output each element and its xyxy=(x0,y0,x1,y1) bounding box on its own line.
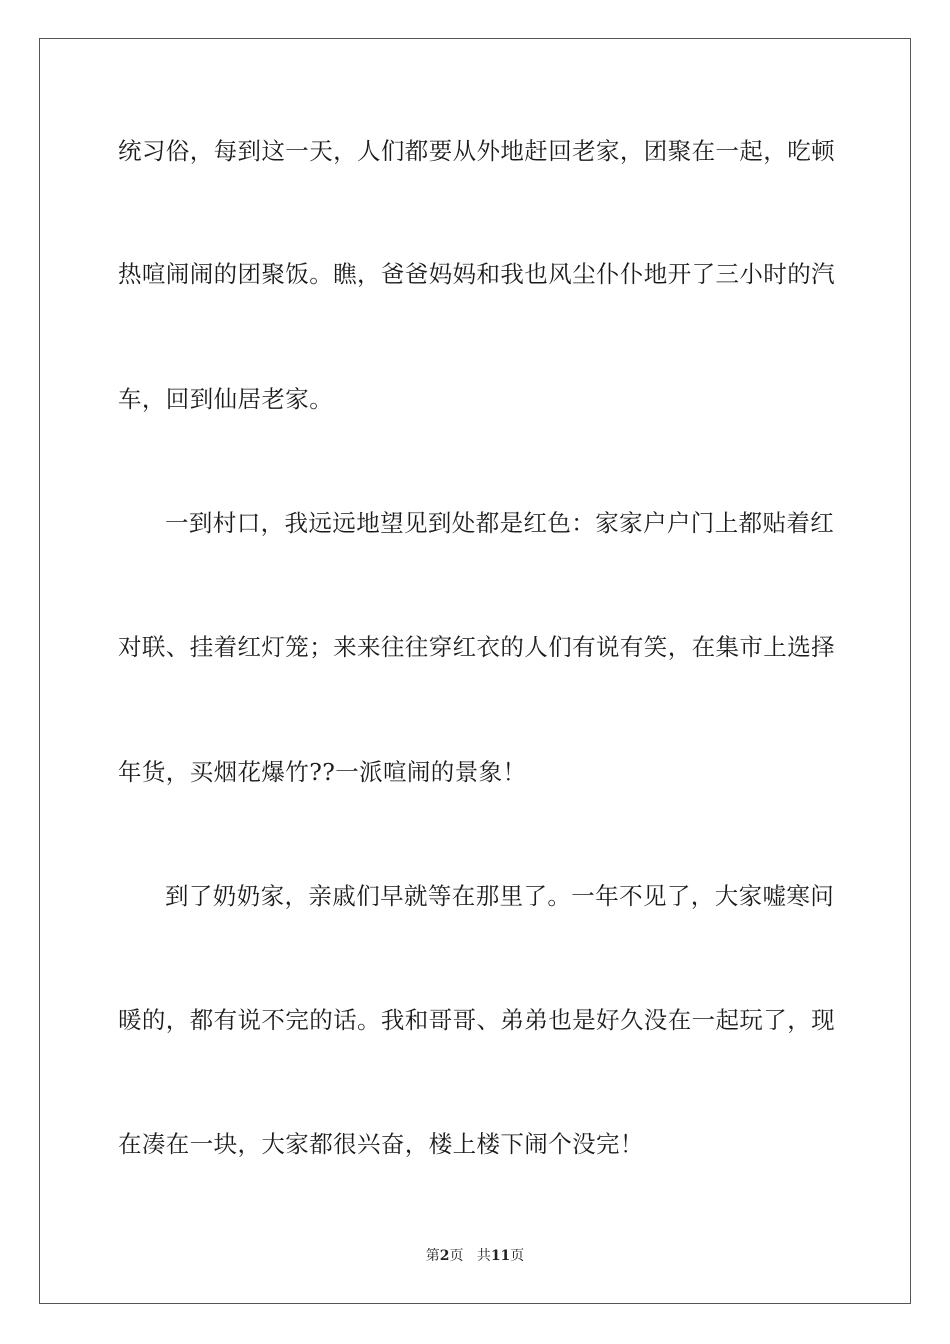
page-footer xyxy=(0,1247,950,1265)
text-line-7: 到了奶奶家，亲戚们早就等在那里了。一年不见了，大家嘘寒问 xyxy=(165,882,835,910)
page-suffix: 页 xyxy=(449,1248,464,1264)
page-prefix: 第 xyxy=(425,1248,440,1264)
page-border xyxy=(39,38,911,1304)
text-line-5: 对联、挂着红灯笼；来来往往穿红衣的人们有说有笑，在集市上选择 xyxy=(118,633,835,661)
text-line-4: 一到村口，我远远地望见到处都是红色：家家户户门上都贴着红 xyxy=(165,509,835,537)
total-pages: 11 xyxy=(490,1248,511,1264)
text-line-9: 在凑在一块，大家都很兴奋，楼上楼下闹个没完！ xyxy=(118,1130,644,1158)
total-prefix: 共 xyxy=(476,1248,491,1264)
text-line-3: 车，回到仙居老家。 xyxy=(118,385,334,413)
text-line-1: 统习俗，每到这一天，人们都要从外地赶回老家，团聚在一起，吃顿 xyxy=(118,137,835,165)
text-line-8: 暖的，都有说不完的话。我和哥哥、弟弟也是好久没在一起玩了，现 xyxy=(118,1006,835,1034)
page-number: 2 xyxy=(439,1248,450,1264)
text-line-6: 年货，买烟花爆竹??一派喧闹的景象！ xyxy=(118,758,527,786)
text-line-2: 热喧闹闹的团聚饭。瞧，爸爸妈妈和我也风尘仆仆地开了三小时的汽 xyxy=(118,260,835,288)
total-suffix: 页 xyxy=(510,1248,525,1264)
